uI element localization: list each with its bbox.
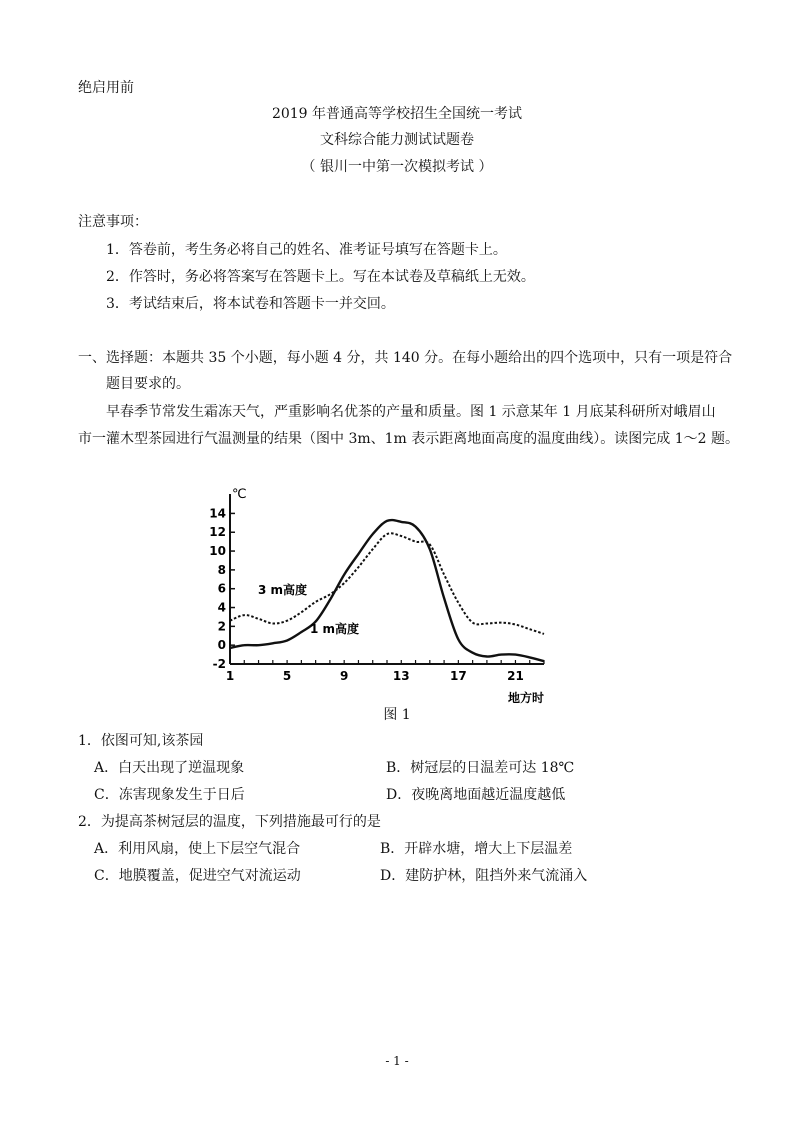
exam-title: 2019 年普通高等学校招生全国统一考试 <box>271 106 523 122</box>
x-tick-label: 5 <box>282 669 292 683</box>
y-tick-label: 12 <box>209 525 226 540</box>
y-tick-label: 14 <box>209 506 226 521</box>
y-tick-label: -2 <box>212 657 226 671</box>
series-label-3m: 3 m高度 <box>258 583 308 597</box>
x-tick-label: 17 <box>450 669 467 683</box>
x-tick-label: 21 <box>507 669 524 683</box>
note-item-3: 3．考试结束后，将本试卷和答题卡一并交回。 <box>106 296 395 312</box>
notes-heading: 注意事项： <box>78 214 148 230</box>
y-unit-label: ℃ <box>232 487 247 502</box>
secret-mark: 绝启用前 <box>78 80 134 96</box>
y-tick-label: 4 <box>217 600 226 615</box>
question-2-option-c[interactable]: C．地膜覆盖，促进空气对流运动 <box>94 868 301 884</box>
question-2-option-d[interactable]: D．建防护林，阻挡外来气流涌入 <box>380 868 588 884</box>
passage-line1: 早春季节常发生霜冻天气，严重影响名优茶的产量和质量。图 1 示意某年 1 月底某科研所对峨眉山 <box>106 404 716 420</box>
note-item-1: 1．答卷前，考生务必将自己的姓名、准考证号填写在答题卡上。 <box>106 242 507 258</box>
figure-caption: 图 1 <box>383 707 411 723</box>
question-1-stem: 1．依图可知,该茶园 <box>78 733 204 749</box>
chart-axes <box>230 494 544 664</box>
section-instruction-line2: 题目要求的。 <box>106 376 190 392</box>
y-tick-label: 0 <box>217 638 226 653</box>
x-axis-label: 地方时 <box>508 691 545 705</box>
question-1-option-a[interactable]: A．白天出现了逆温现象 <box>94 760 245 776</box>
question-1-option-c[interactable]: C．冻害现象发生于日后 <box>94 787 245 803</box>
x-tick-label: 13 <box>392 669 410 683</box>
note-item-2: 2．作答时，务必将答案写在答题卡上。写在本试卷及草稿纸上无效。 <box>106 269 535 285</box>
question-2-option-b[interactable]: B．开辟水塘，增大上下层温差 <box>380 841 573 857</box>
page-number: - 1 - <box>385 1054 409 1068</box>
exam-school-note: （ 银川一中第一次模拟考试 ） <box>301 159 493 175</box>
y-tick-label: 2 <box>217 619 226 634</box>
series-label-1m: 1 m高度 <box>310 622 360 636</box>
question-2-stem: 2．为提高茶树冠层的温度，下列措施最可行的是 <box>78 814 381 830</box>
y-tick-label: 6 <box>217 581 226 596</box>
y-tick-label: 8 <box>217 562 226 577</box>
question-1-option-d[interactable]: D．夜晚离地面越近温度越低 <box>386 787 566 803</box>
y-tick-label: 10 <box>209 544 226 559</box>
question-2-option-a[interactable]: A．利用风扇，使上下层空气混合 <box>94 841 301 857</box>
x-tick-label: 1 <box>225 669 235 683</box>
x-tick-label: 9 <box>340 669 349 683</box>
passage-line2: 市一灌木型茶园进行气温测量的结果（图中 3m、1m 表示距离地面高度的温度曲线）。读图完成 1～2 题。 <box>78 431 739 447</box>
section-instruction-line1: 一、选择题：本题共 35 个小题，每小题 4 分，共 140 分。在每小题给出的四个选项中，只有一项是符合 <box>78 350 733 366</box>
temperature-line-chart <box>200 482 560 707</box>
question-1-option-b[interactable]: B．树冠层的日温差可达 18℃ <box>386 760 575 776</box>
exam-subtitle: 文科综合能力测试试题卷 <box>320 132 474 148</box>
